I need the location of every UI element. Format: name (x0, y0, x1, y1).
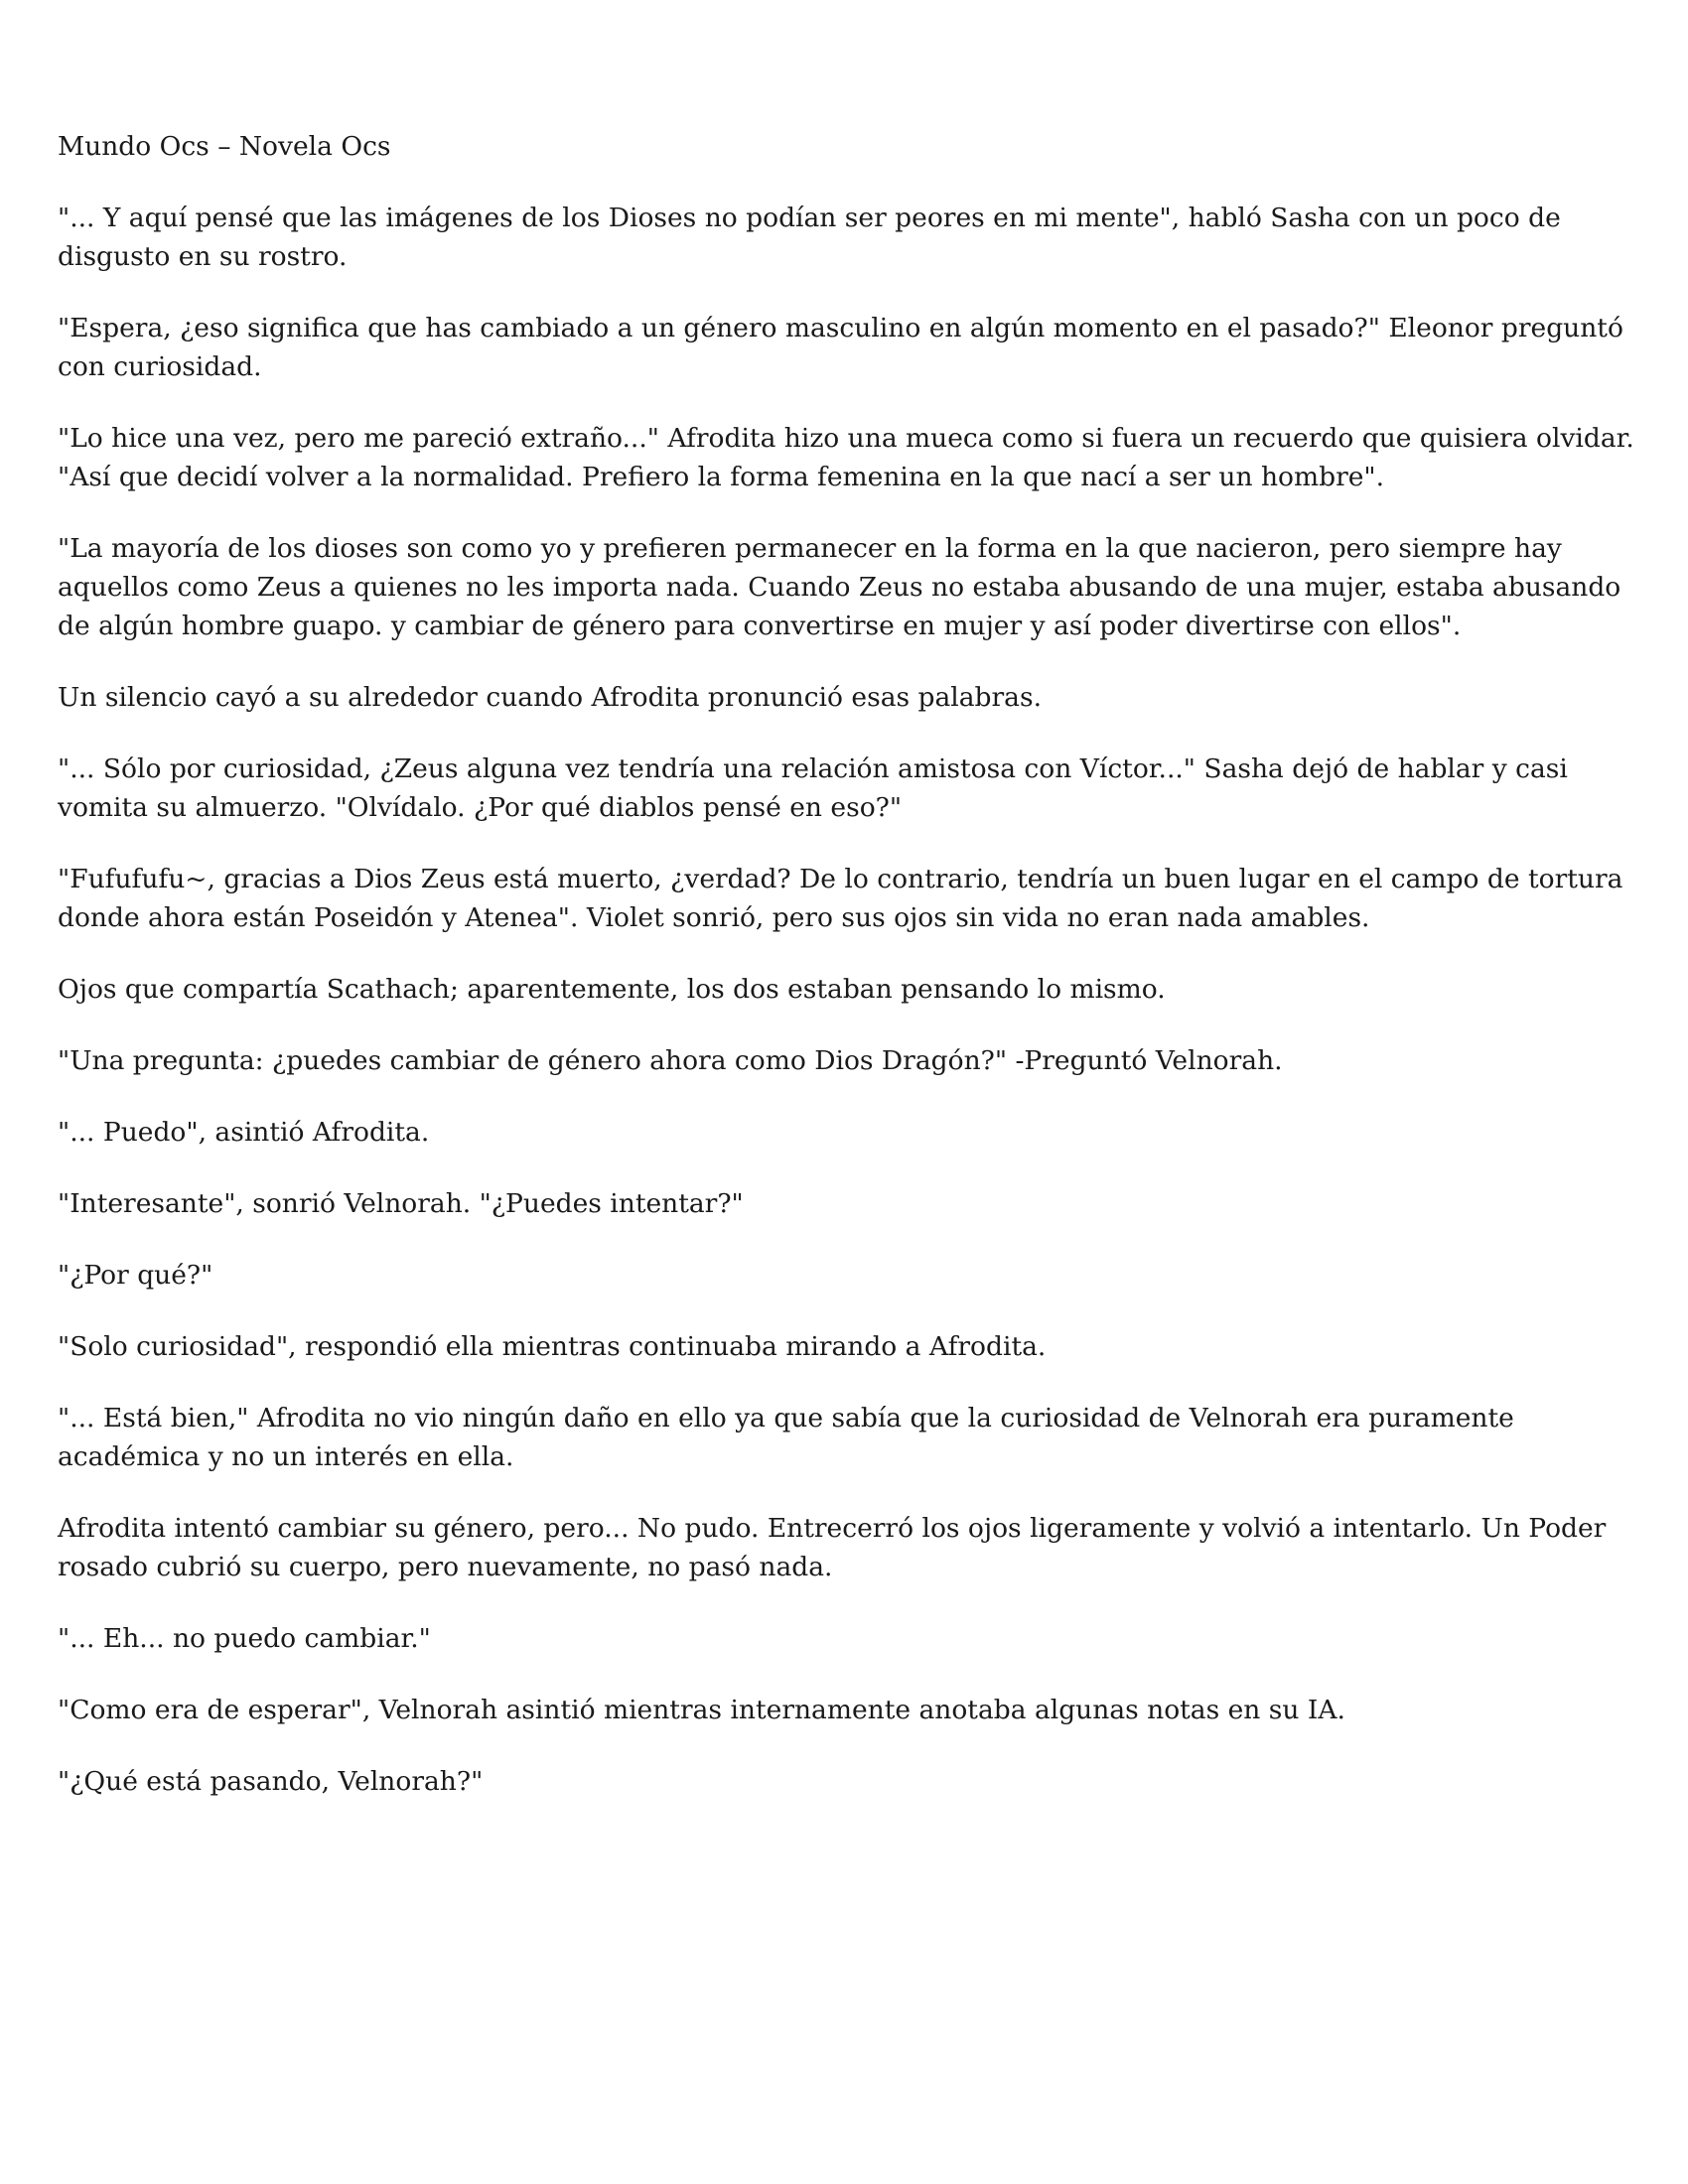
paragraph: "... Y aquí pensé que las imágenes de los Dioses no podían ser peores en mi mente", habló Sasha con un poco de disgusto en su rostro. (58, 203, 1561, 272)
paragraph: "... Eh... no puedo cambiar." (58, 1623, 431, 1654)
paragraph: "Lo hice una vez, pero me pareció extraño..." Afrodita hizo una mueca como si fuera un recuerdo que quisiera olvidar. "Así que decidí volver a la normalidad. Prefiero la forma femenina en la que nací a ser un hombre". (58, 423, 1634, 492)
paragraph: "Una pregunta: ¿puedes cambiar de género ahora como Dios Dragón?" -Preguntó Velnorah. (58, 1045, 1283, 1076)
paragraph: "... Puedo", asintió Afrodita. (58, 1117, 430, 1148)
paragraph: "... Sólo por curiosidad, ¿Zeus alguna vez tendría una relación amistosa con Víctor..." Sasha dejó de hablar y casi vomita su almuerzo. "Olvídalo. ¿Por qué diablos pensé en eso?" (58, 753, 1568, 823)
paragraph: "Fufufufu~, gracias a Dios Zeus está muerto, ¿verdad? De lo contrario, tendría un buen lugar en el campo de tortura donde ahora están Poseidón y Atenea". Violet sonrió, pero sus ojos sin vida no eran nada amables. (58, 864, 1623, 933)
paragraph: Ojos que compartía Scathach; aparentemente, los dos estaban pensando lo mismo. (58, 974, 1166, 1005)
document-page (58, 127, 1638, 1834)
paragraph: "Como era de esperar", Velnorah asintió mientras internamente anotaba algunas notas en su IA. (58, 1695, 1345, 1725)
paragraph: "Solo curiosidad", respondió ella mientras continuaba mirando a Afrodita. (58, 1331, 1047, 1362)
paragraph: "¿Qué está pasando, Velnorah?" (58, 1766, 484, 1797)
paragraph: Afrodita intentó cambiar su género, pero... No pudo. Entrecerró los ojos ligeramente y volvió a intentarlo. Un Poder rosado cubrió su cuerpo, pero nuevamente, no pasó nada. (58, 1513, 1607, 1582)
paragraph: "La mayoría de los dioses son como yo y prefieren permanecer en la forma en la que nacieron, pero siempre hay aquellos como Zeus a quienes no les importa nada. Cuando Zeus no estaba abusando de una mujer, estaba abusando de algún hombre guapo. y cambiar de género para convertirse en mujer y así poder divertirse con ellos". (58, 533, 1621, 641)
paragraph: "¿Por qué?" (58, 1260, 213, 1291)
paragraph: Un silencio cayó a su alrededor cuando Afrodita pronunció esas palabras. (58, 682, 1043, 713)
paragraph: "Espera, ¿eso significa que has cambiado a un género masculino en algún momento en el pasado?" Eleonor preguntó con curiosidad. (58, 313, 1623, 382)
paragraph: "Interesante", sonrió Velnorah. "¿Puedes intentar?" (58, 1188, 744, 1219)
paragraph: "... Está bien," Afrodita no vio ningún daño en ello ya que sabía que la curiosidad de Velnorah era puramente académica y no un interés en ella. (58, 1403, 1514, 1472)
document-header: Mundo Ocs – Novela Ocs (58, 131, 391, 162)
